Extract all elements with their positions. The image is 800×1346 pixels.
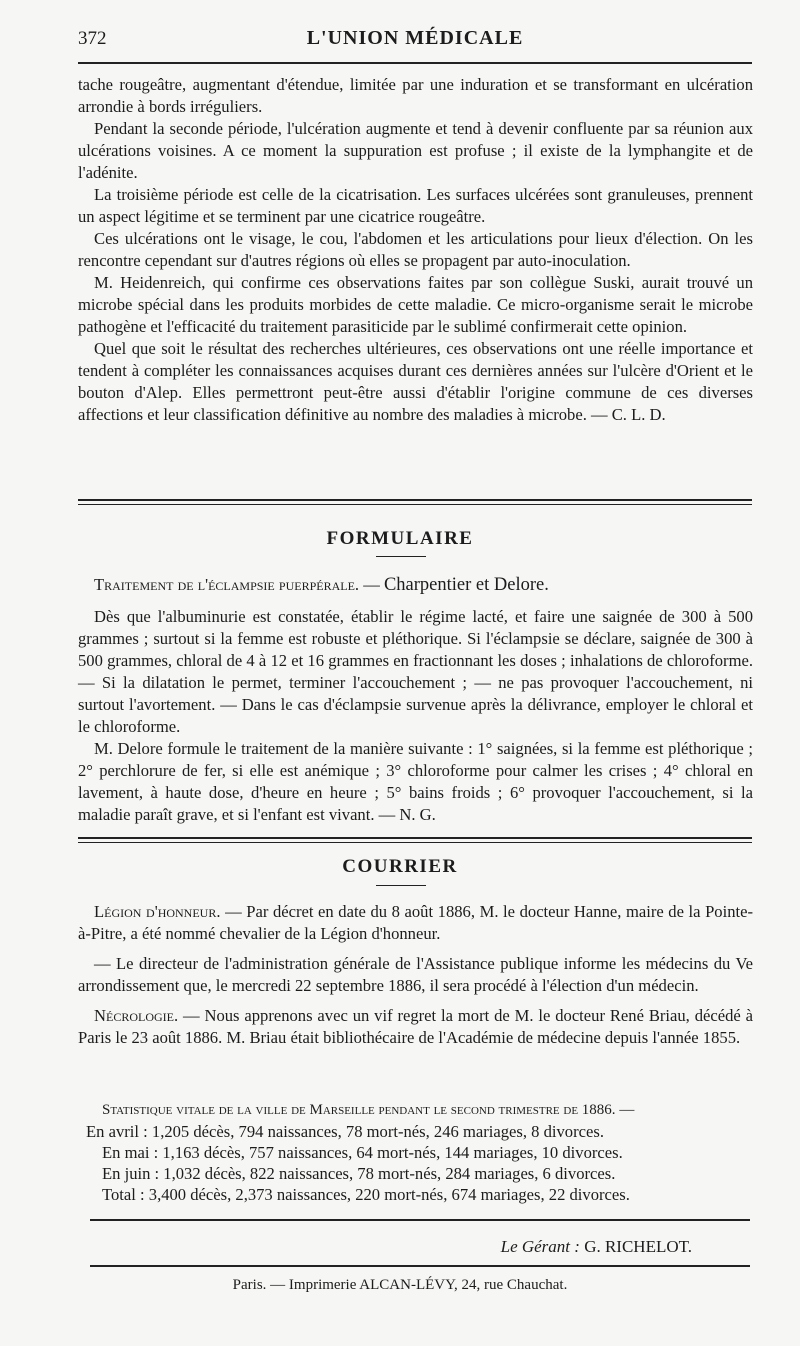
assistance-paragraph: — Le directeur de l'administration générale de l'Assistance publique informe les médecins du Ve arrondissement que, le mercredi 22 septembre 1886, il sera procédé à l'élection d'un médecin.: [78, 954, 753, 995]
formulaire-section: [78, 574, 753, 826]
section-divider: [78, 499, 752, 501]
necrologie-label: Nécrologie.: [94, 1006, 179, 1025]
necrologie-paragraph: [78, 1005, 753, 1049]
section-divider: [78, 837, 752, 839]
legion-label: Légion d'honneur.: [94, 902, 221, 921]
formulaire-title: FORMULAIRE: [326, 528, 474, 549]
header-rule: [78, 62, 752, 64]
imprint-line: Paris. — Imprimerie ALCAN-LÉVY, 24, rue Chauchat.: [232, 1277, 568, 1293]
article-paragraph: M. Heidenreich, qui confirme ces observations faites par son collègue Suski, aurait trouvé un microbe spécial dans les produits morbides de cette maladie. Ce micro-organisme serait le microbe pathogène et l'efficacité du traitement parasiticide par le sublimé confirmerait cette opinion.: [78, 273, 753, 336]
article-paragraph: Ces ulcérations ont le visage, le cou, l'abdomen et les articulations pour lieux d'élection. On les rencontre cependant sur d'autres régions où elles se propagent par auto-inoculation.: [78, 229, 753, 270]
legion-text: — Par décret en date du 8 août 1886, M. le docteur Hanne, maire de la Pointe-à-Pitre, a été nommé chevalier de la Légion d'honneur.: [78, 902, 754, 943]
necrologie-text: — Nous apprenons avec un vif regret la mort de M. le docteur René Briau, décédé à Paris le 23 août 1886. M. Briau était bibliothécaire de l'Académie de médecine depuis l'année 1855.: [78, 1006, 753, 1047]
statistique-heading: [86, 1100, 766, 1121]
gerant-signature: [501, 1237, 692, 1257]
formulaire-heading-title: Traitement de l'éclampsie puerpérale.: [94, 575, 360, 594]
statistique-label: Statistique vitale de la ville de Marseille pendant le second trimestre de 1886.: [102, 1102, 616, 1118]
courrier-title: COURRIER: [342, 856, 458, 877]
running-title: L'UNION MÉDICALE: [306, 27, 524, 49]
statistique-block: [86, 1100, 766, 1205]
statistique-dash: —: [615, 1102, 635, 1118]
stats-line: En juin : 1,032 décès, 822 naissances, 78 mort-nés, 284 mariages, 6 divorces.: [102, 1164, 616, 1183]
legion-paragraph: [78, 901, 753, 945]
formulaire-paragraph: M. Delore formule le traitement de la manière suivante : 1° saignées, si la femme est pléthorique ; 2° perchlorure de fer, si elle est anémique ; 3° chloroforme pour calmer les crises ; 4° chloral en lavement, à haute dose, d'heure en heure ; 5° bains froids ; 6° provoquer l'accouchement, si la maladie paraît grave, et si l'enfant est vivant. — N. G.: [78, 739, 753, 824]
section-divider: [78, 504, 752, 505]
courrier-section: [78, 901, 753, 1049]
article-continuation: [78, 74, 753, 426]
stats-line: Total : 3,400 décès, 2,373 naissances, 220 mort-nés, 674 mariages, 22 divorces.: [102, 1185, 630, 1204]
section-divider: [78, 842, 752, 843]
footer-rule: [90, 1265, 750, 1267]
formulaire-heading: [78, 574, 753, 596]
title-underline: [376, 556, 426, 557]
title-underline: [376, 885, 426, 886]
formulaire-authors: Charpentier et Delore.: [383, 575, 549, 595]
stats-line: En avril : 1,205 décès, 794 naissances, 78 mort-nés, 246 mariages, 8 divorces.: [86, 1122, 604, 1141]
article-paragraph: La troisième période est celle de la cicatrisation. Les surfaces ulcérées sont granuleuses, prennent un aspect légitime et se terminent par une cicatrice rougeâtre.: [78, 185, 753, 226]
page-header: [78, 24, 752, 54]
gerant-name: G. RICHELOT.: [584, 1237, 692, 1256]
article-paragraph: tache rougeâtre, augmentant d'étendue, limitée par une induration et se transformant en ulcération arrondie à bords irréguliers.: [78, 75, 753, 116]
stats-line: En mai : 1,163 décès, 757 naissances, 64 mort-nés, 144 mariages, 10 divorces.: [102, 1143, 623, 1162]
article-paragraph: Quel que soit le résultat des recherches ultérieures, ces observations ont une réelle importance et tendent à compléter les connaissances acquises durant ces dernières années sur l'ulcère d'Orient et le bouton d'Alep. Elles permettront peut-être aussi d'établir l'origine commune de ces diverses affections et leur classification définitive au nombre des maladies à microbe. — C. L. D.: [78, 339, 753, 424]
page-number: 372: [78, 28, 107, 49]
heading-separator: —: [359, 575, 384, 594]
formulaire-paragraph: Dès que l'albuminurie est constatée, établir le régime lacté, et faire une saignée de 300 à 500 grammes ; surtout si la femme est robuste et pléthorique. Si l'éclampsie se déclare, saignée de 300 à 500 grammes, chloral de 4 à 12 et 16 grammes en fractionnant les doses ; inhalations de chloroforme. — Si la dilatation le permet, terminer l'accouchement ; — ne pas provoquer l'accouchement, ni surtout l'avortement. — Dans le cas d'éclampsie survenue après la délivrance, employer le chloral et le chloroforme.: [78, 607, 753, 736]
closing-rule: [90, 1219, 750, 1221]
article-paragraph: Pendant la seconde période, l'ulcération augmente et tend à devenir confluente par sa réunion aux ulcérations voisines. A ce moment la suppuration est profuse ; il existe de la lymphangite et de l'adénite.: [78, 119, 753, 182]
gerant-label: Le Gérant :: [500, 1237, 580, 1256]
